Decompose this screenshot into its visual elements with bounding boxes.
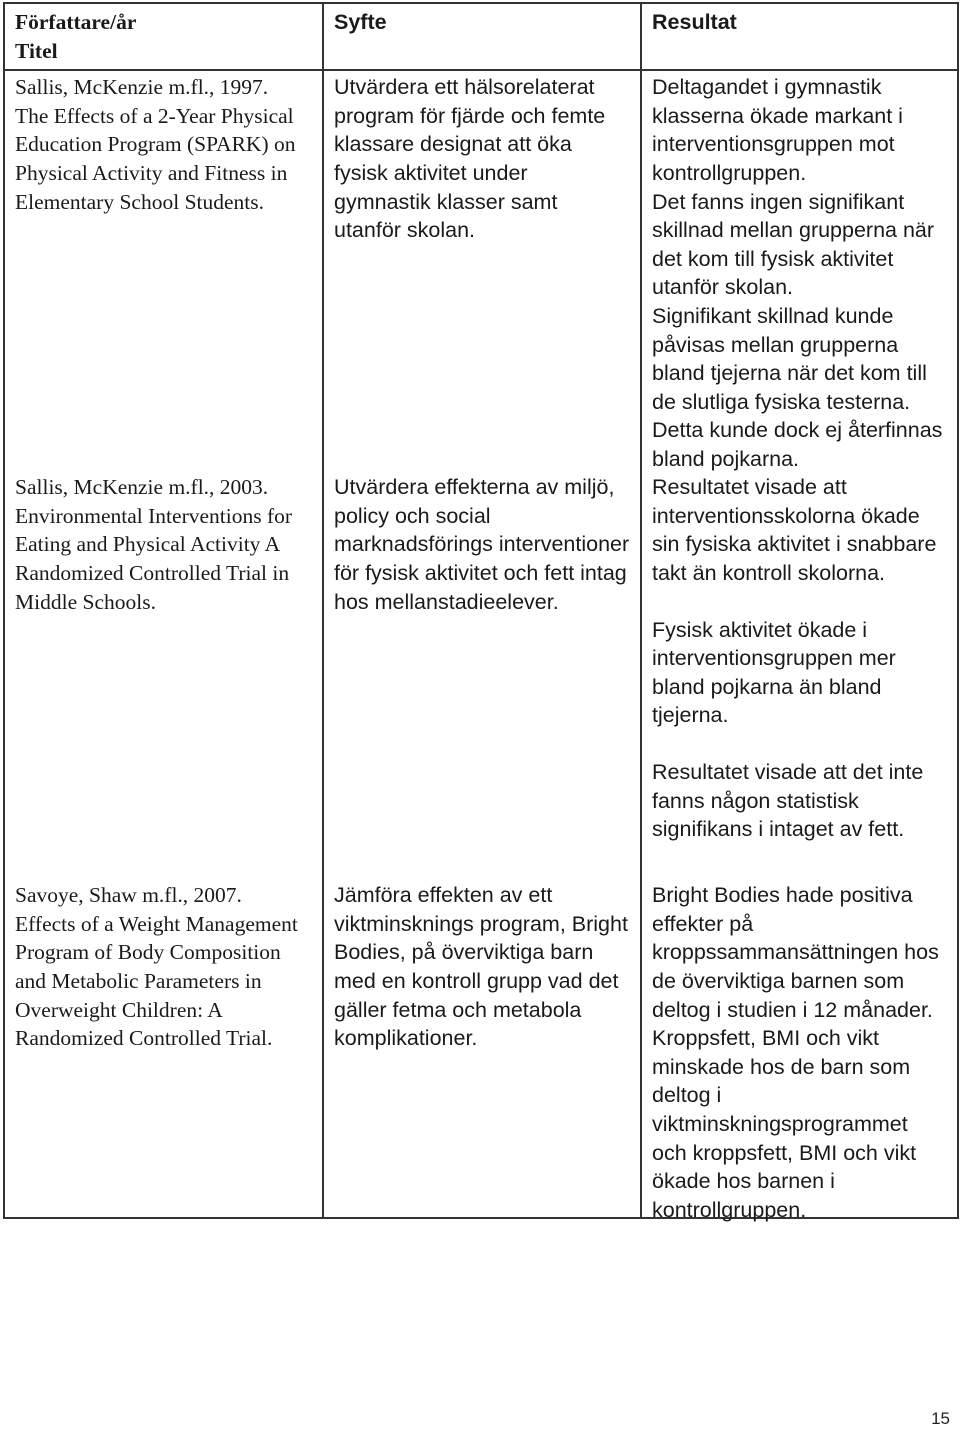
result-paragraph: Fysisk aktivitet ökade i interventionsgruppen mer bland pojkarna än bland tjejerna. xyxy=(652,617,896,728)
result-paragraph: Signifikant skillnad kunde påvisas mellan grupperna bland tjejerna när det kom till de slutliga fysiska testerna. xyxy=(652,303,927,414)
study-author: Sallis, McKenzie m.fl., 1997. xyxy=(15,75,269,100)
purpose-2003: Utvärdera effekterna av miljö, policy och social marknadsförings interventioner för fysisk aktivitet och fett intag hos mellanstadieelever. xyxy=(334,475,630,614)
study-title: Environmental Interventions for Eating and Physical Activity A Randomized Controlled Trial in Middle Schools. xyxy=(15,503,293,614)
page-number: 15 xyxy=(931,1409,950,1428)
author-title-cell xyxy=(4,70,323,1218)
study-author: Sallis, McKenzie m.fl., 2003. xyxy=(15,475,269,500)
purpose-1997: Utvärdera ett hälsorelaterat program för fjärde och femte klassare designat att öka fysisk aktivitet under gymnastik klasser samt utanför skolan. xyxy=(334,75,606,243)
result-cell xyxy=(641,70,958,1222)
study-entry-1997 xyxy=(15,73,312,216)
result-paragraph: Det fanns ingen signifikant skillnad mellan grupperna när det kom till fysisk aktivitet utanför skolan. xyxy=(652,189,935,300)
purpose-cell xyxy=(323,70,641,1218)
literature-table xyxy=(3,2,959,1222)
header-purpose: Syfte xyxy=(323,3,641,70)
study-author: Savoye, Shaw m.fl., 2007. xyxy=(15,883,242,908)
study-entry-2007 xyxy=(15,881,312,1053)
study-title: The Effects of a 2-Year Physical Education Program (SPARK) on Physical Activity and Fitness in Elementary School Students. xyxy=(15,103,296,214)
results-1997 xyxy=(652,73,947,473)
study-entry-2003 xyxy=(15,473,312,616)
result-paragraph: Resultatet visade att interventionsskolorna ökade sin fysiska aktivitet i snabbare takt än kontroll skolorna. xyxy=(652,475,937,585)
results-2003 xyxy=(652,473,947,844)
table-body-row xyxy=(4,70,958,1218)
result-paragraph: Bright Bodies hade positiva effekter på kroppssammansättningen hos de överviktiga barnen som deltog i studien i 12 månader. xyxy=(652,883,939,1022)
result-paragraph: Resultatet visade att det inte fanns någon statistisk signifikans i intaget av fett. xyxy=(652,759,924,842)
header-result: Resultat xyxy=(641,3,958,70)
study-title: Effects of a Weight Management Program of Body Composition and Metabolic Parameters in Overweight Children: A Randomized Controlled Trial. xyxy=(15,911,298,1051)
header-author-title xyxy=(4,3,323,70)
results-2007 xyxy=(652,881,947,1224)
result-paragraph: Deltagandet i gymnastik klasserna ökade markant i interventionsgruppen mot kontrollgruppen. xyxy=(652,75,903,185)
table-header-row xyxy=(4,3,958,70)
result-paragraph: Detta kunde dock ej återfinnas bland pojkarna. xyxy=(652,418,943,471)
result-paragraph: Kroppsfett, BMI och vikt minskade hos de barn som deltog i viktminskningsprogrammet och kroppsfett, BMI och vikt ökade hos barnen i kontrollgruppen. xyxy=(652,1026,917,1222)
header-author-year: Författare/år xyxy=(15,10,137,34)
header-title: Titel xyxy=(15,38,58,63)
purpose-2007: Jämföra effekten av ett viktminsknings program, Bright Bodies, på överviktiga barn med en kontroll grupp vad det gäller fetma och metabola komplikationer. xyxy=(334,883,628,1051)
